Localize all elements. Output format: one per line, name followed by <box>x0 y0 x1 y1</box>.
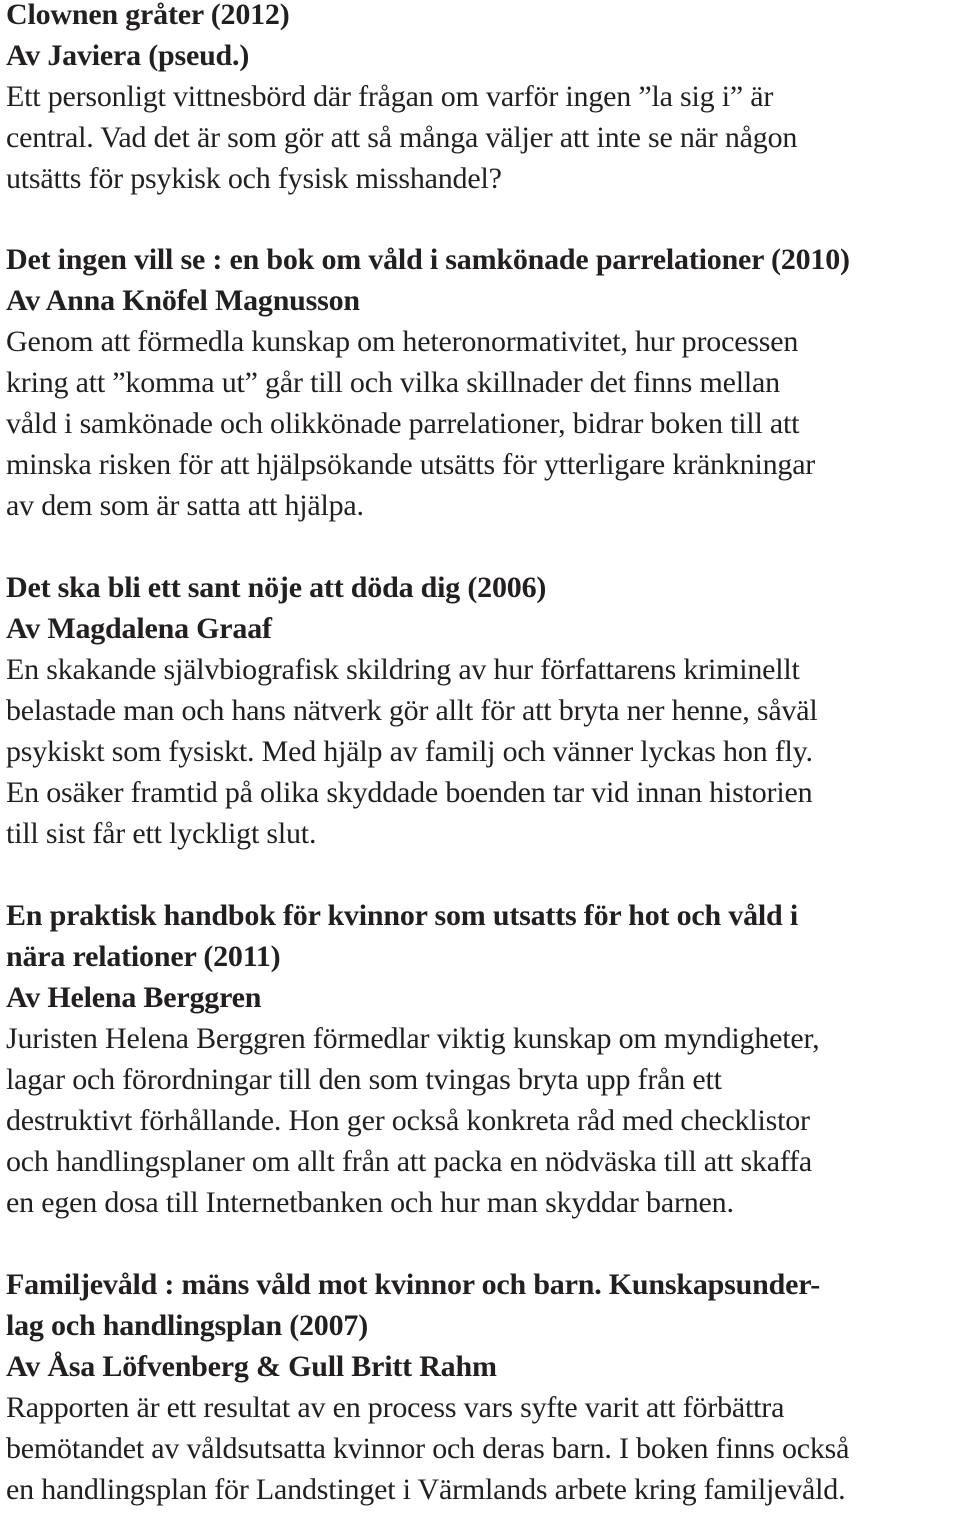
book-entry <box>6 1264 960 1510</box>
book-author: Av Magdalena Graaf <box>6 612 272 645</box>
book-description-line: en egen dosa till Internetbanken och hur man skyddar barnen. <box>6 1186 734 1219</box>
book-title: Det ingen vill se : en bok om våld i samkönade parrelationer (2010) <box>6 243 850 276</box>
book-description-line: av dem som är satta att hjälpa. <box>6 489 364 522</box>
book-author: Av Anna Knöfel Magnusson <box>6 284 360 317</box>
book-description-line: en handlingsplan för Landstinget i Värmlands arbete kring familjevåld. <box>6 1473 846 1506</box>
book-description-line: Rapporten är ett resultat av en process vars syfte varit att förbättra <box>6 1391 785 1424</box>
book-author: Av Åsa Löfvenberg & Gull Britt Rahm <box>6 1350 497 1383</box>
book-entry <box>6 239 960 526</box>
book-description-line: Ett personligt vittnesbörd där frågan om varför ingen ”la sig i” är <box>6 80 774 113</box>
book-title: En praktisk handbok för kvinnor som utsatts för hot och våld i <box>6 899 798 932</box>
book-description-line: kring att ”komma ut” går till och vilka skillnader det finns mellan <box>6 366 780 399</box>
book-description-line: utsätts för psykisk och fysisk misshandel? <box>6 162 502 195</box>
book-description-line: destruktivt förhållande. Hon ger också konkreta råd med checklistor <box>6 1104 810 1137</box>
book-author: Av Helena Berggren <box>6 981 262 1014</box>
book-title: Det ska bli ett sant nöje att döda dig (2006) <box>6 571 547 604</box>
book-entry <box>6 895 960 1223</box>
book-description-line: En skakande självbiografisk skildring av hur författarens kriminellt <box>6 653 800 686</box>
book-description-line: och handlingsplaner om allt från att packa en nödväska till att skaffa <box>6 1145 813 1178</box>
book-title: nära relationer (2011) <box>6 940 281 973</box>
book-description-line: Juristen Helena Berggren förmedlar viktig kunskap om myndigheter, <box>6 1022 820 1055</box>
book-description-line: bemötandet av våldsutsatta kvinnor och deras barn. I boken finns också <box>6 1432 850 1465</box>
book-entry <box>6 567 960 854</box>
book-title: Clownen gråter (2012) <box>6 0 290 31</box>
book-title: Familjevåld : mäns våld mot kvinnor och barn. Kunskapsunder- <box>6 1268 820 1301</box>
book-author: Av Javiera (pseud.) <box>6 39 250 72</box>
book-description-line: lagar och förordningar till den som tvingas bryta upp från ett <box>6 1063 722 1096</box>
book-description-line: En osäker framtid på olika skyddade boenden tar vid innan historien <box>6 776 813 809</box>
book-description-line: psykiskt som fysiskt. Med hjälp av familj och vänner lyckas hon fly. <box>6 735 813 768</box>
book-entry <box>6 0 960 199</box>
book-description-line: central. Vad det är som gör att så många väljer att inte se när någon <box>6 121 798 154</box>
book-description-line: våld i samkönade och olikkönade parrelationer, bidrar boken till att <box>6 407 800 440</box>
book-description-line: belastade man och hans nätverk gör allt för att bryta ner henne, såväl <box>6 694 818 727</box>
book-description-line: minska risken för att hjälpsökande utsätts för ytterligare kränkningar <box>6 448 816 481</box>
book-title: lag och handlingsplan (2007) <box>6 1309 369 1342</box>
book-description-line: Genom att förmedla kunskap om heteronormativitet, hur processen <box>6 325 799 358</box>
book-description-line: till sist får ett lyckligt slut. <box>6 817 317 850</box>
